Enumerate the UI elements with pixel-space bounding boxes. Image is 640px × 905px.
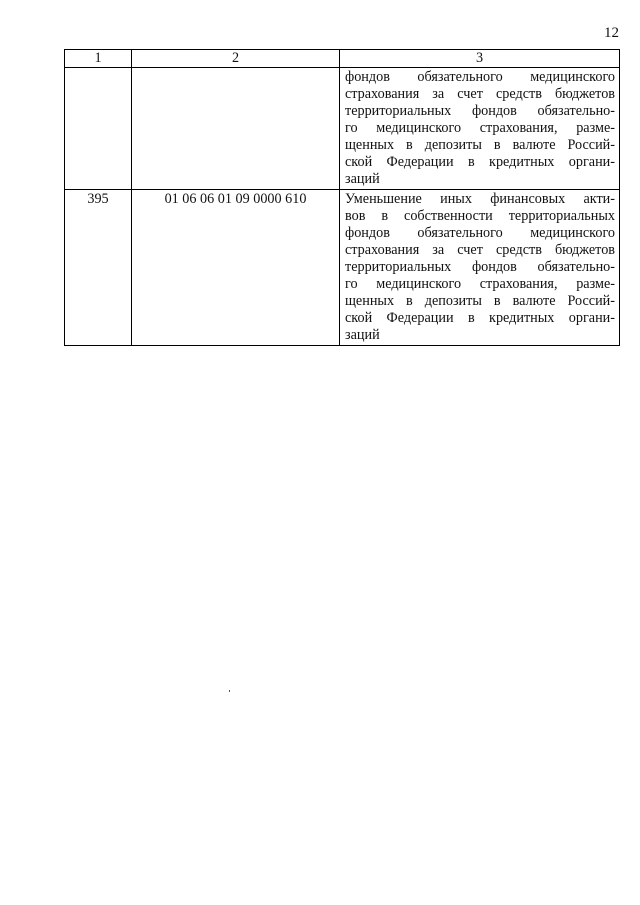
row-number-cell: 395 <box>65 190 132 346</box>
description-line: заций <box>345 171 380 187</box>
description-line: щенных в депозиты в валюте Россий- <box>345 293 615 309</box>
table-row <box>65 190 620 346</box>
row-code-cell: 01 06 06 01 09 0000 610 <box>132 190 340 346</box>
description-line: страхования за счет средств бюджетов <box>345 86 615 102</box>
description-line: вов в собственности территориальных <box>345 208 615 224</box>
description-line: Уменьшение иных финансовых акти- <box>345 191 615 207</box>
scan-speck <box>229 690 230 692</box>
description-line: щенных в депозиты в валюте Россий- <box>345 137 615 153</box>
page-number: 12 <box>604 25 619 41</box>
row-description-cell <box>340 68 620 190</box>
description-line: страхования за счет средств бюджетов <box>345 242 615 258</box>
description-line: фондов обязательного медицинского <box>345 225 615 241</box>
row-number-cell <box>65 68 132 190</box>
description-line: территориальных фондов обязательно- <box>345 103 615 119</box>
description-line: фондов обязательного медицинского <box>345 69 615 85</box>
column-header-1: 1 <box>65 50 132 68</box>
description-line: го медицинского страхования, разме- <box>345 276 615 292</box>
description-line: ской Федерации в кредитных органи- <box>345 310 615 326</box>
description-line: го медицинского страхования, разме- <box>345 120 615 136</box>
description-line: ской Федерации в кредитных органи- <box>345 154 615 170</box>
column-header-2: 2 <box>132 50 340 68</box>
column-header-3: 3 <box>340 50 620 68</box>
table-row <box>65 68 620 190</box>
table-header-row <box>65 50 620 68</box>
row-code-cell <box>132 68 340 190</box>
row-description-cell <box>340 190 620 346</box>
description-line: территориальных фондов обязательно- <box>345 259 615 275</box>
description-line: заций <box>345 327 380 343</box>
budget-classification-table <box>64 49 620 346</box>
